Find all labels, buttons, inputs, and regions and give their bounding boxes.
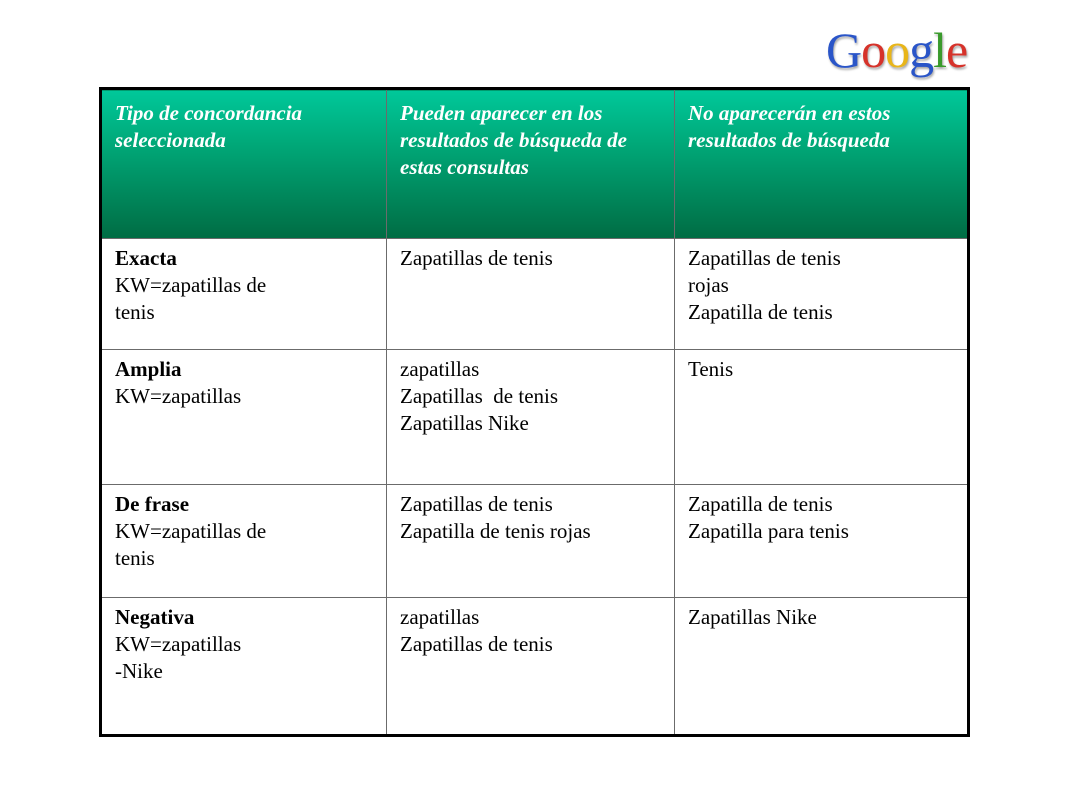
logo-letter: o — [885, 22, 910, 78]
wont-appear-cell — [675, 350, 969, 485]
match-type-keyword: tenis — [115, 546, 155, 570]
may-appear-cell — [387, 485, 675, 598]
query-item: Zapatilla de tenis — [688, 492, 833, 516]
query-item: Zapatillas de tenis — [400, 384, 559, 408]
match-type-name: De frase — [115, 492, 190, 516]
may-appear-cell — [387, 598, 675, 736]
header-wont-appear: No aparecerán en estos resultados de búsqueda — [675, 89, 969, 239]
match-type-keyword: KW=zapatillas — [115, 632, 242, 656]
query-item: Zapatillas de tenis — [400, 632, 553, 656]
wont-appear-cell — [675, 598, 969, 736]
match-type-keyword: KW=zapatillas — [115, 384, 242, 408]
logo-letter: l — [933, 22, 947, 78]
query-item: rojas — [688, 273, 729, 297]
match-type-cell — [101, 485, 387, 598]
query-item: zapatillas — [400, 357, 480, 381]
query-item: Zapatilla de tenis — [688, 300, 833, 324]
query-item: Zapatillas Nike — [400, 411, 529, 435]
logo-letter: o — [861, 22, 886, 78]
logo-letter: G — [826, 22, 862, 78]
header-match-type: Tipo de concordancia seleccionada — [101, 89, 387, 239]
query-item: Zapatillas de tenis — [400, 246, 553, 270]
table-header-row — [101, 89, 969, 239]
match-type-name: Exacta — [115, 246, 177, 270]
query-item: Zapatillas de tenis — [688, 246, 841, 270]
match-type-name: Negativa — [115, 605, 195, 629]
query-item: zapatillas — [400, 605, 480, 629]
match-type-keyword: KW=zapatillas de — [115, 273, 267, 297]
wont-appear-cell — [675, 239, 969, 350]
match-type-table — [99, 87, 970, 737]
match-type-cell — [101, 239, 387, 350]
match-type-keyword: tenis — [115, 300, 155, 324]
table-row — [101, 485, 969, 598]
match-type-keyword: KW=zapatillas de — [115, 519, 267, 543]
logo-letter: e — [946, 22, 968, 78]
query-item: Zapatillas Nike — [688, 605, 817, 629]
table-row — [101, 239, 969, 350]
google-logo — [826, 20, 967, 80]
logo-letter: g — [909, 22, 934, 78]
match-type-name: Amplia — [115, 357, 182, 381]
query-item: Zapatilla para tenis — [688, 519, 849, 543]
query-item: Tenis — [688, 357, 734, 381]
match-type-cell — [101, 598, 387, 736]
may-appear-cell — [387, 350, 675, 485]
may-appear-cell — [387, 239, 675, 350]
wont-appear-cell — [675, 485, 969, 598]
header-may-appear: Pueden aparecer en los resultados de búsqueda de estas consultas — [387, 89, 675, 239]
table-row — [101, 598, 969, 736]
table-row — [101, 350, 969, 485]
match-type-keyword: -Nike — [115, 659, 163, 683]
query-item: Zapatilla de tenis rojas — [400, 519, 591, 543]
match-type-cell — [101, 350, 387, 485]
query-item: Zapatillas de tenis — [400, 492, 553, 516]
